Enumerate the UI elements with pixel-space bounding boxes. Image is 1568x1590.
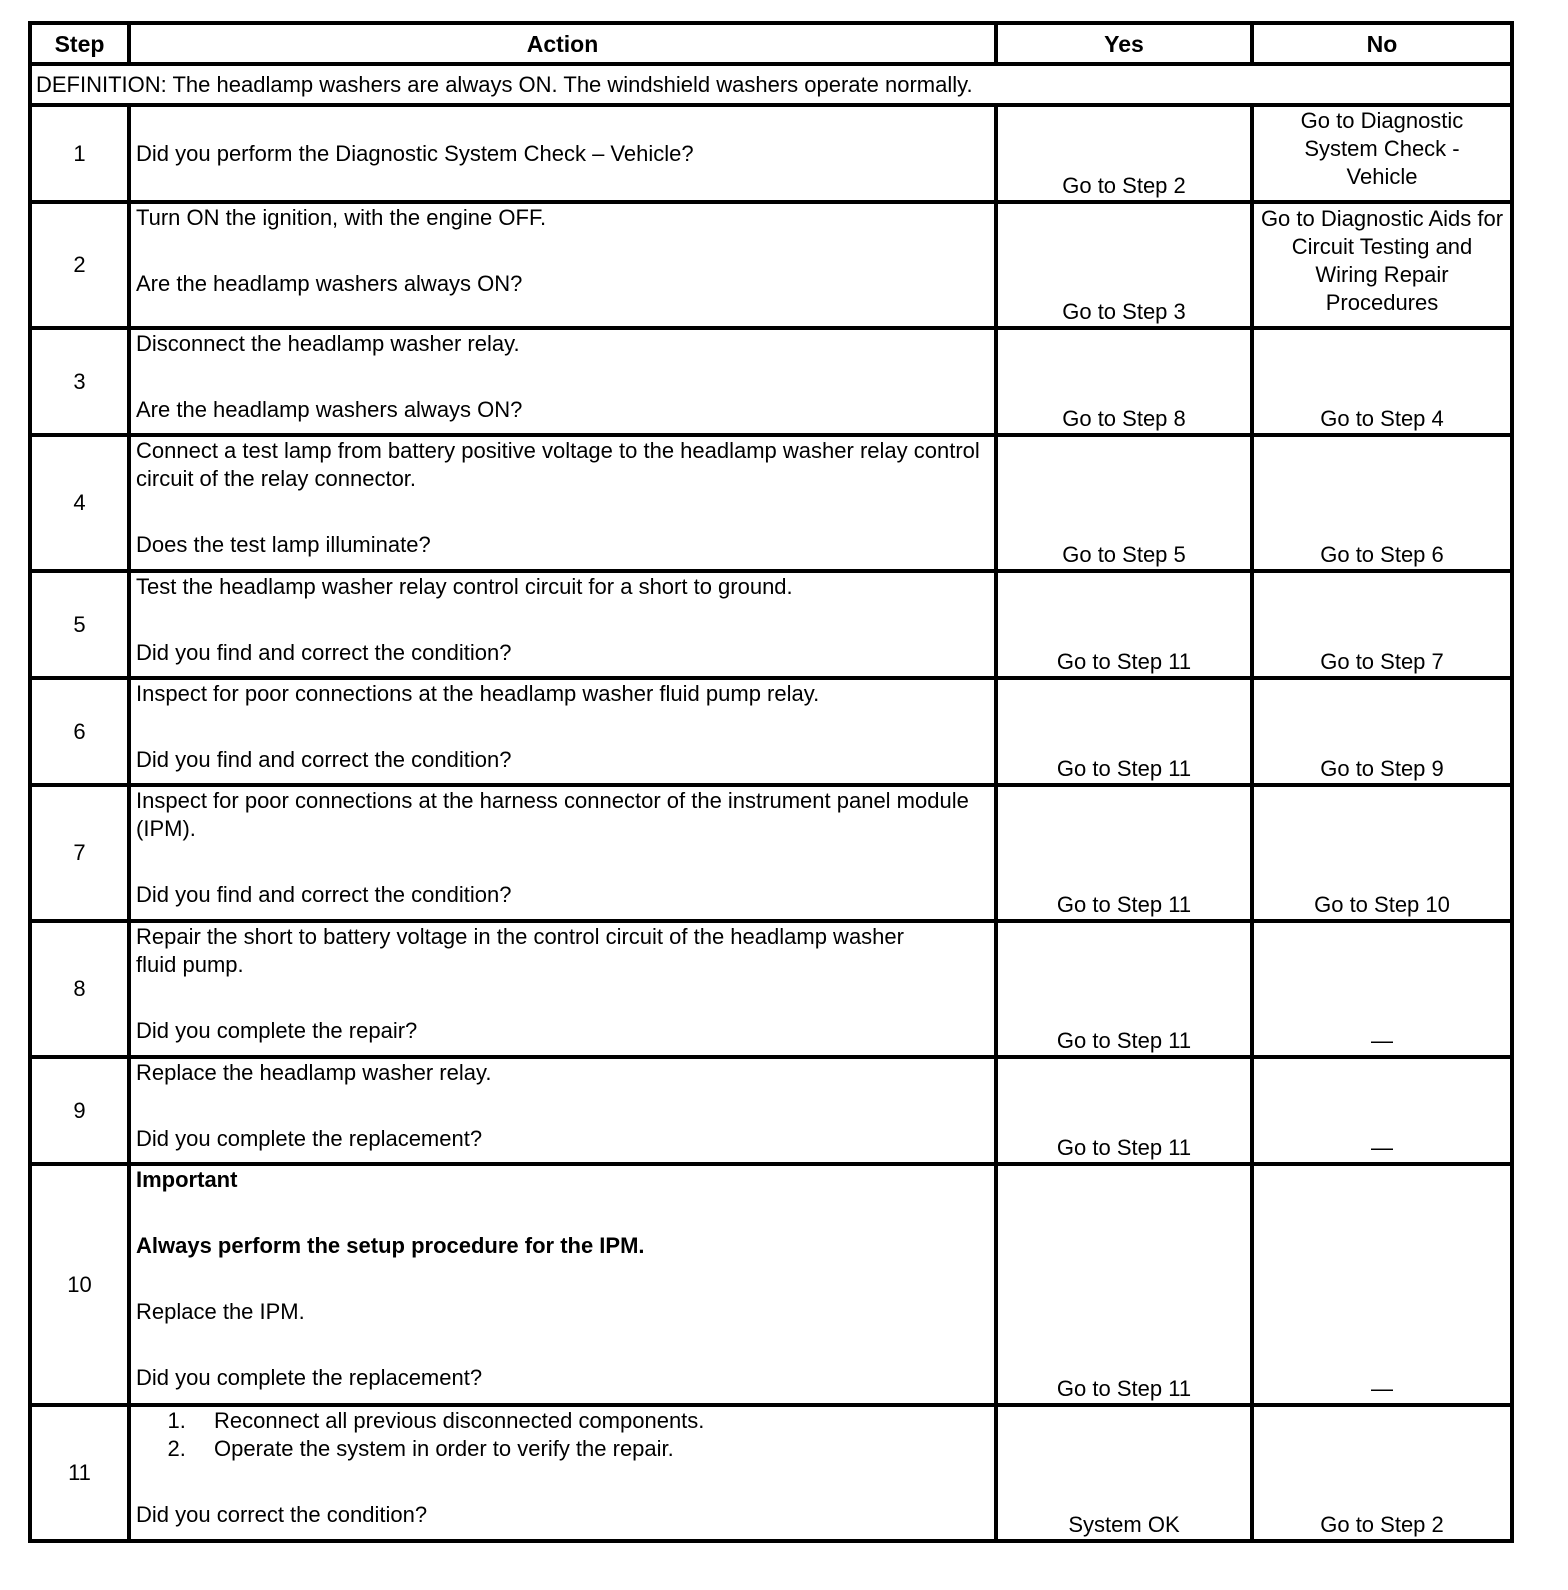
action-cell bbox=[129, 202, 996, 328]
step-number: 8 bbox=[30, 921, 129, 1057]
action-question: Did you correct the condition? bbox=[136, 1502, 428, 1527]
yes-cell: Go to Step 11 bbox=[996, 1164, 1252, 1405]
action-cell bbox=[129, 1057, 996, 1164]
header-action: Action bbox=[129, 23, 996, 64]
table-row bbox=[30, 202, 1512, 328]
step-number: 9 bbox=[30, 1057, 129, 1164]
action-instruction: Test the headlamp washer relay control circuit for a short to ground. bbox=[136, 574, 793, 599]
definition-row bbox=[30, 64, 1512, 105]
step-number: 7 bbox=[30, 785, 129, 921]
yes-cell: Go to Step 11 bbox=[996, 1057, 1252, 1164]
action-question: Did you find and correct the condition? bbox=[136, 882, 512, 907]
step-number: 1 bbox=[30, 105, 129, 202]
yes-cell: Go to Step 11 bbox=[996, 571, 1252, 678]
header-yes: Yes bbox=[996, 23, 1252, 64]
diagnostic-table bbox=[28, 21, 1514, 1543]
table-row bbox=[30, 105, 1512, 202]
action-instruction: Connect a test lamp from battery positive voltage to the headlamp washer relay control circuit of the relay connector. bbox=[136, 438, 980, 491]
action-question: Are the headlamp washers always ON? bbox=[136, 271, 523, 296]
header-row bbox=[30, 23, 1512, 64]
yes-cell: Go to Step 8 bbox=[996, 328, 1252, 435]
no-cell: Go to Step 7 bbox=[1252, 571, 1512, 678]
procedure-list bbox=[136, 1407, 989, 1463]
important-note: Always perform the setup procedure for the IPM. bbox=[136, 1233, 645, 1258]
action-question: Does the test lamp illuminate? bbox=[136, 532, 431, 557]
action-question: Are the headlamp washers always ON? bbox=[136, 397, 523, 422]
step-number: 11 bbox=[30, 1405, 129, 1541]
action-cell bbox=[129, 921, 996, 1057]
action-question: Did you find and correct the condition? bbox=[136, 640, 512, 665]
no-cell: — bbox=[1252, 1164, 1512, 1405]
action-instruction: Inspect for poor connections at the headlamp washer fluid pump relay. bbox=[136, 681, 820, 706]
table-row bbox=[30, 435, 1512, 571]
action-cell bbox=[129, 1405, 996, 1541]
no-cell: — bbox=[1252, 921, 1512, 1057]
no-cell: Go to Diagnostic System Check - Vehicle bbox=[1252, 105, 1512, 202]
no-cell: Go to Step 2 bbox=[1252, 1405, 1512, 1541]
yes-cell: Go to Step 2 bbox=[996, 105, 1252, 202]
yes-cell: Go to Step 11 bbox=[996, 785, 1252, 921]
action-question: Did you complete the replacement? bbox=[136, 1126, 483, 1151]
yes-cell: Go to Step 3 bbox=[996, 202, 1252, 328]
table-row bbox=[30, 785, 1512, 921]
list-item: 1. Reconnect all previous disconnected components. bbox=[192, 1407, 989, 1435]
table-row bbox=[30, 1057, 1512, 1164]
action-cell bbox=[129, 678, 996, 785]
action-cell bbox=[129, 435, 996, 571]
action-cell bbox=[129, 571, 996, 678]
no-cell: Go to Step 4 bbox=[1252, 328, 1512, 435]
action-instruction: Replace the IPM. bbox=[136, 1299, 305, 1324]
action-cell bbox=[129, 785, 996, 921]
table-row bbox=[30, 328, 1512, 435]
step-number: 6 bbox=[30, 678, 129, 785]
action-question: Did you complete the repair? bbox=[136, 1018, 418, 1043]
no-cell: Go to Step 10 bbox=[1252, 785, 1512, 921]
step-number: 5 bbox=[30, 571, 129, 678]
action-cell bbox=[129, 1164, 996, 1405]
action-question: Did you complete the replacement? bbox=[136, 1365, 483, 1390]
no-cell: Go to Step 9 bbox=[1252, 678, 1512, 785]
table-row bbox=[30, 1405, 1512, 1541]
table-row bbox=[30, 678, 1512, 785]
action-cell bbox=[129, 105, 996, 202]
table-row bbox=[30, 571, 1512, 678]
list-item: 2. Operate the system in order to verify the repair. bbox=[192, 1435, 989, 1463]
no-cell: — bbox=[1252, 1057, 1512, 1164]
action-instruction: Disconnect the headlamp washer relay. bbox=[136, 331, 520, 356]
yes-cell: System OK bbox=[996, 1405, 1252, 1541]
action-cell bbox=[129, 328, 996, 435]
table-row bbox=[30, 1164, 1512, 1405]
action-instruction: Turn ON the ignition, with the engine OFF. bbox=[136, 205, 547, 230]
step-number: 3 bbox=[30, 328, 129, 435]
important-heading: Important bbox=[136, 1167, 238, 1192]
action-instruction: Replace the headlamp washer relay. bbox=[136, 1060, 492, 1085]
step-number: 4 bbox=[30, 435, 129, 571]
action-question: Did you find and correct the condition? bbox=[136, 747, 512, 772]
no-cell: Go to Diagnostic Aids for Circuit Testing and Wiring Repair Procedures bbox=[1252, 202, 1512, 328]
step-number: 2 bbox=[30, 202, 129, 328]
definition-text: DEFINITION: The headlamp washers are always ON. The windshield washers operate normally. bbox=[30, 64, 1512, 105]
table-row bbox=[30, 921, 1512, 1057]
action-instruction: Repair the short to battery voltage in the control circuit of the headlamp washer fluid pump. bbox=[136, 924, 904, 977]
action-question: Did you perform the Diagnostic System Check – Vehicle? bbox=[136, 140, 694, 166]
yes-cell: Go to Step 5 bbox=[996, 435, 1252, 571]
action-instruction: Inspect for poor connections at the harness connector of the instrument panel module (IPM). bbox=[136, 788, 969, 841]
header-step: Step bbox=[30, 23, 129, 64]
header-no: No bbox=[1252, 23, 1512, 64]
yes-cell: Go to Step 11 bbox=[996, 678, 1252, 785]
no-cell: Go to Step 6 bbox=[1252, 435, 1512, 571]
step-number: 10 bbox=[30, 1164, 129, 1405]
yes-cell: Go to Step 11 bbox=[996, 921, 1252, 1057]
